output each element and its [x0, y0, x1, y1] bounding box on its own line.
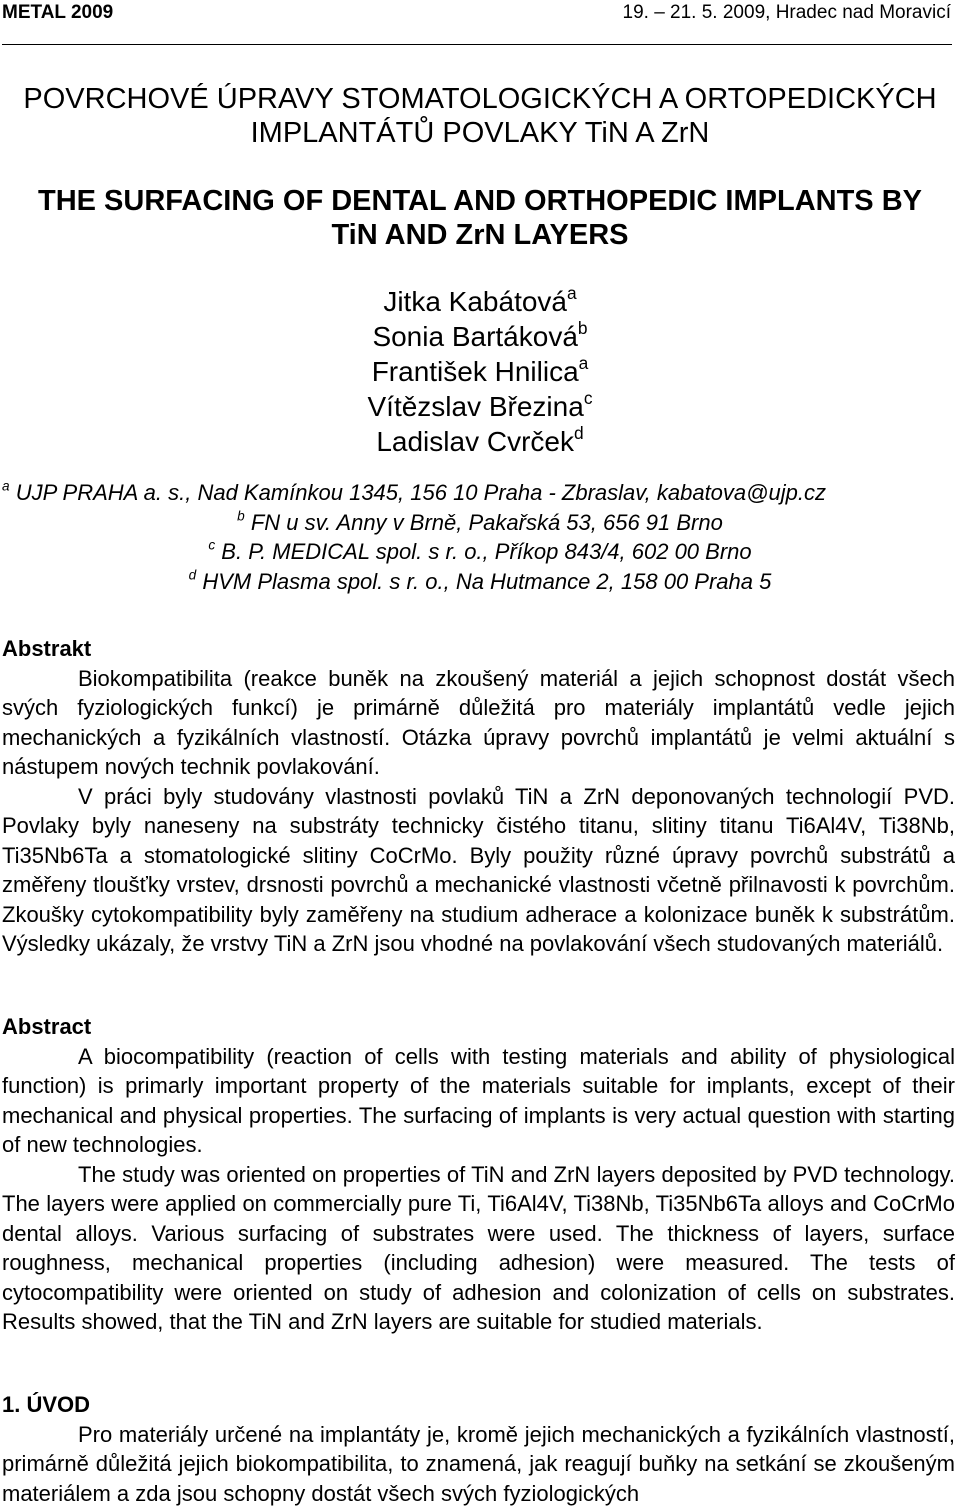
author-name: Ladislav Cvrček — [376, 426, 574, 457]
section-heading: Abstrakt — [2, 636, 92, 661]
author — [0, 319, 960, 354]
conference-name: METAL 2009 — [2, 2, 114, 23]
body-paragraph: Pro materiály určené na implantáty je, kromě jejich mechanických a fyzikálních vlastností, primárně důležitá jejich biokompatibilita, to znamená, jak reagují buňky na setkání se zkoušeným materiálem a zda jsou schopny dostát všech svých fyziologických — [2, 1421, 955, 1506]
author-affiliation-mark: b — [577, 317, 588, 338]
header-rule — [2, 44, 952, 45]
affiliation-mark: a — [2, 478, 10, 494]
author-affiliation-mark: c — [583, 387, 593, 408]
english-title-line: TiN AND ZrN LAYERS — [331, 219, 629, 251]
introduction-section — [2, 1390, 955, 1508]
section-heading: Abstract — [2, 1014, 92, 1039]
english-title — [0, 184, 960, 252]
author-name: Sonia Bartáková — [372, 321, 578, 352]
running-header — [2, 0, 957, 28]
author-affiliation-mark: a — [567, 282, 577, 303]
affiliation — [0, 478, 960, 508]
author — [0, 424, 960, 459]
abstract-paragraph: V práci byly studovány vlastnosti povlaků TiN a ZrN deponovaných technologií PVD. Povlaky byly naneseny na substráty technicky čistého titanu, slitiny titanu Ti6Al4V, Ti38Nb, Ti35Nb6Ta a stomatologické slitiny CoCrMo. Byly použity různé úpravy povrchů substrátů a změřeny tloušťky vrstev, drsnosti povrchů a mechanické vlastnosti včetně přilnavosti k povrchům. Zkoušky cytokompatibility byly zaměřeny na studium adherace a kolonizace buněk k substrátům. Výsledky ukázaly, že vrstvy TiN a ZrN jsou vhodné na povlakování všech studovaných materiálů. — [2, 783, 955, 956]
abstract-paragraph: A biocompatibility (reaction of cells with testing materials and ability of physiological function) is primarly important property of the materials suitable for implants, except of their mechanical and physical properties. The surfacing of implants is very actual question with starting of new technologies. — [2, 1043, 955, 1157]
author-name: František Hnilica — [371, 356, 579, 387]
author-affiliation-mark: d — [573, 422, 584, 443]
czech-abstract-section — [2, 634, 955, 959]
affiliation-mark: c — [208, 537, 216, 553]
czech-title-line: IMPLANTÁTŮ POVLAKY TiN A ZrN — [250, 117, 710, 149]
author-affiliation-mark: a — [578, 352, 589, 373]
affiliation-text: B. P. MEDICAL spol. s r. o., Příkop 843/4, 602 00 Brno — [221, 539, 752, 564]
author-name: Jitka Kabátová — [383, 286, 567, 317]
affiliation-text: UJP PRAHA a. s., Nad Kamínkou 1345, 156 10 Praha - Zbraslav, kabatova@ujp.cz — [15, 480, 826, 505]
author — [0, 389, 960, 424]
czech-title — [0, 82, 960, 150]
affiliation — [0, 508, 960, 538]
english-abstract-section — [2, 1012, 955, 1337]
affiliation-mark: d — [188, 566, 197, 582]
author-list — [0, 284, 960, 459]
affiliation — [0, 567, 960, 597]
affiliation-list — [0, 478, 960, 596]
czech-title-line: POVRCHOVÉ ÚPRAVY STOMATOLOGICKÝCH A ORTOPEDICKÝCH — [23, 83, 937, 115]
affiliation-text: HVM Plasma spol. s r. o., Na Hutmance 2, 158 00 Praha 5 — [202, 568, 772, 594]
affiliation — [0, 537, 960, 567]
abstract-paragraph: The study was oriented on properties of TiN and ZrN layers deposited by PVD technology. The layers were applied on commercially pure Ti, Ti6Al4V, Ti38Nb, Ti35Nb6Ta alloys and CoCrMo dental alloys. Various surfacing of substrates were used. The thickness of layers, surface roughness, mechanical properties (including adhesion) were measured. The tests of cytocompatibility were oriented on study of adhesion and colonization of cells on substrates. Results showed, that the TiN and ZrN layers are suitable for studied materials. — [2, 1161, 955, 1334]
affiliation-text: FN u sv. Anny v Brně, Pakařská 53, 656 91 Brno — [250, 509, 723, 535]
english-title-line: THE SURFACING OF DENTAL AND ORTHOPEDIC IMPLANTS BY — [38, 185, 922, 217]
author — [0, 354, 960, 389]
affiliation-mark: b — [237, 507, 245, 523]
author-name: Vítězslav Březina — [367, 391, 584, 422]
abstract-paragraph: Biokompatibilita (reakce buněk na zkoušený materiál a jejich schopnost dostát všech svých fyziologických funkcí) je primárně důležitá pro materiály implantátů vedle jejich mechanických a fyzikálních vlastností. Otázka úpravy povrchů implantátů je velmi aktuální s nástupem nových technik povlakování. — [2, 665, 955, 779]
conference-dates-place: 19. – 21. 5. 2009, Hradec nad Moravicí — [622, 2, 951, 23]
section-heading: 1. ÚVOD — [2, 1392, 91, 1417]
author — [0, 284, 960, 319]
